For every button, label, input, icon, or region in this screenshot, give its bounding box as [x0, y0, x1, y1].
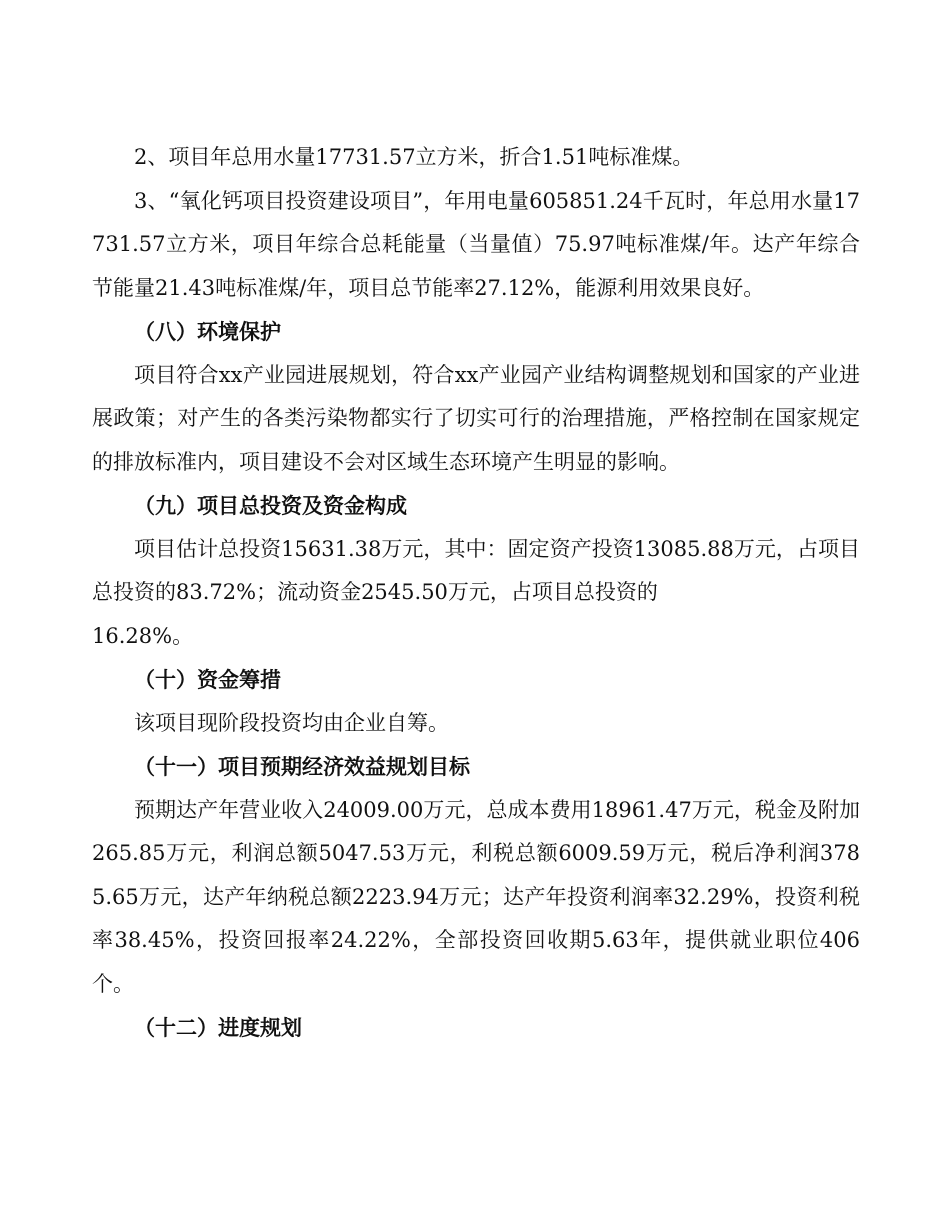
heading-economic-targets: （十一）项目预期经济效益规划目标	[134, 754, 470, 779]
paragraph-fund-raising: 该项目现阶段投资均由企业自筹。	[134, 710, 449, 735]
heading-total-investment: （九）项目总投资及资金构成	[134, 493, 407, 518]
heading-environmental-protection: （八）环境保护	[134, 319, 281, 344]
heading-schedule-planning: （十二）进度规划	[134, 1015, 302, 1040]
paragraph-energy-summary: 3、“氧化钙项目投资建设项目”，年用电量605851.24千瓦时，年总用水量17731.57立方米，项目年综合总耗能量（当量值）75.97吨标准煤/年。达产年综合节能量21.43吨标准煤/年，项目总节能率27.12%，能源利用效果良好。	[92, 188, 860, 300]
paragraph-water-usage: 2、项目年总用水量17731.57立方米，折合1.51吨标准煤。	[134, 145, 694, 169]
paragraph-environmental-protection: 项目符合xx产业园进展规划，符合xx产业园产业结构调整规划和国家的产业进展政策；对产生的各类污染物都实行了切实可行的治理措施，严格控制在国家规定的排放标准内，项目建设不会对区域生态环境产生明显的影响。	[92, 362, 860, 474]
heading-fund-raising: （十）资金筹措	[134, 667, 281, 692]
paragraph-total-investment-cont: 16.28%。	[92, 623, 194, 648]
paragraph-total-investment: 项目估计总投资15631.38万元，其中：固定资产投资13085.88万元，占项目总投资的83.72%；流动资金2545.50万元，占项目总投资的	[92, 536, 860, 604]
document-page	[92, 136, 860, 1050]
paragraph-economic-targets: 预期达产年营业收入24009.00万元，总成本费用18961.47万元，税金及附加265.85万元，利润总额5047.53万元，利税总额6009.59万元，税后净利润3785.65万元，达产年纳税总额2223.94万元；达产年投资利润率32.29%，投资利税率38.45%，投资回报率24.22%，全部投资回收期5.63年，提供就业职位406个。	[92, 797, 860, 996]
